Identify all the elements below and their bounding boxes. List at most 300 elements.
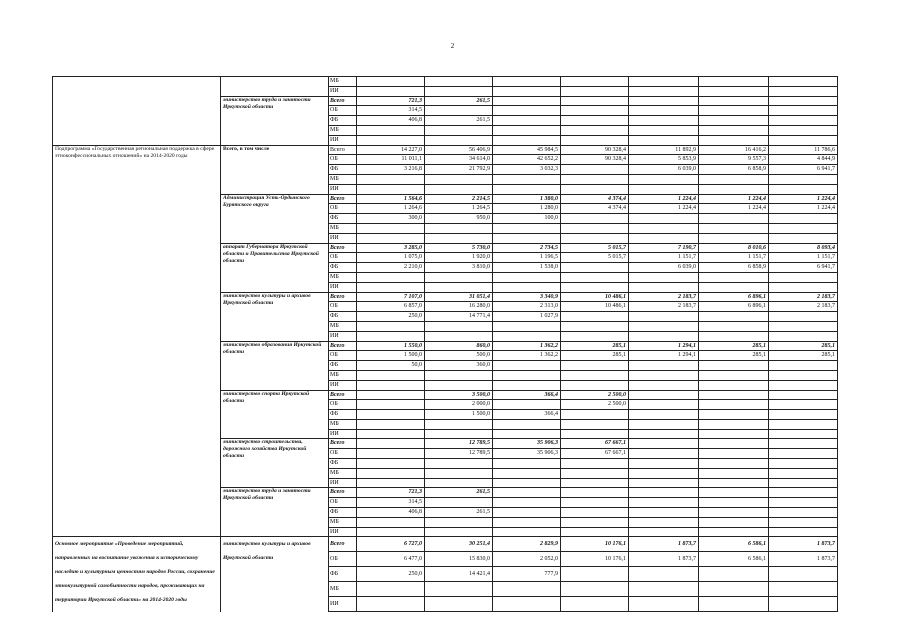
page-number: 2 <box>450 42 455 50</box>
amount-cell: 4 374,4 <box>561 194 629 204</box>
amount-cell: 1 224,4 <box>769 194 838 204</box>
amount-cell <box>769 582 838 597</box>
amount-cell <box>493 498 561 508</box>
funding-source-cell: ФБ <box>329 459 357 469</box>
amount-cell <box>769 116 838 126</box>
funding-source-cell: МБ <box>329 468 357 478</box>
amount-cell <box>561 106 629 116</box>
amount-cell: 3 810,0 <box>425 263 493 273</box>
amount-cell <box>769 410 838 420</box>
executor-cell: министерство труда и занятости Иркутской области <box>221 488 329 537</box>
executor-cell <box>221 77 329 97</box>
amount-cell <box>769 321 838 331</box>
amount-cell <box>629 184 699 194</box>
amount-cell: 1 151,7 <box>769 253 838 263</box>
amount-cell <box>357 410 425 420</box>
amount-cell <box>699 439 769 449</box>
amount-cell <box>561 174 629 184</box>
amount-cell <box>493 135 561 145</box>
amount-cell: 1 538,0 <box>493 263 561 273</box>
amount-cell: 10 486,1 <box>561 292 629 302</box>
amount-cell: 1 873,7 <box>629 552 699 567</box>
amount-cell: 6 941,7 <box>769 263 838 273</box>
amount-cell <box>493 370 561 380</box>
amount-cell <box>629 429 699 439</box>
amount-cell <box>493 517 561 527</box>
funding-source-cell: ФБ <box>329 263 357 273</box>
program-name-cell: Основное мероприятие «Проведение мероприятий, направленных на воспитание уважения к историческому наследию и культурным ценностям народов России, сохранение этнокультурной самобытности народов, проживающих на территории Иркутской области» на 2014-2020 годы <box>53 537 221 612</box>
amount-cell <box>769 508 838 518</box>
amount-cell: 1 873,7 <box>769 552 838 567</box>
amount-cell <box>629 439 699 449</box>
amount-cell: 2 500,0 <box>561 400 629 410</box>
funding-source-cell: ОБ <box>329 449 357 459</box>
amount-cell <box>629 272 699 282</box>
amount-cell <box>425 380 493 390</box>
funding-source-cell: ОБ <box>329 106 357 116</box>
amount-cell: 406,8 <box>357 508 425 518</box>
amount-cell <box>699 597 769 612</box>
amount-cell: 500,0 <box>425 351 493 361</box>
amount-cell <box>561 410 629 420</box>
amount-cell <box>561 380 629 390</box>
amount-cell <box>357 459 425 469</box>
funding-source-cell: ИИ <box>329 184 357 194</box>
amount-cell <box>699 488 769 498</box>
amount-cell: 1 500,0 <box>357 351 425 361</box>
amount-cell: 261,5 <box>425 96 493 106</box>
amount-cell <box>425 429 493 439</box>
amount-cell <box>357 321 425 331</box>
amount-cell: 1 380,0 <box>493 194 561 204</box>
amount-cell <box>493 77 561 87</box>
amount-cell <box>493 125 561 135</box>
executor-cell: Администрация Усть-Ордынского Бурятского округа <box>221 194 329 243</box>
amount-cell <box>357 370 425 380</box>
amount-cell: 67 667,1 <box>561 449 629 459</box>
amount-cell <box>699 331 769 341</box>
amount-cell: 11 786,6 <box>769 145 838 155</box>
amount-cell: 2 183,7 <box>629 292 699 302</box>
amount-cell: 6 896,1 <box>699 292 769 302</box>
amount-cell: 1 564,6 <box>357 194 425 204</box>
amount-cell <box>769 125 838 135</box>
amount-cell <box>357 400 425 410</box>
amount-cell: 261,5 <box>425 116 493 126</box>
amount-cell <box>493 223 561 233</box>
amount-cell <box>561 86 629 96</box>
amount-cell: 2 829,9 <box>493 537 561 552</box>
amount-cell: 6 858,9 <box>699 263 769 273</box>
amount-cell <box>629 223 699 233</box>
amount-cell <box>493 233 561 243</box>
amount-cell <box>493 429 561 439</box>
funding-source-cell: ФБ <box>329 508 357 518</box>
amount-cell <box>425 331 493 341</box>
amount-cell <box>769 478 838 488</box>
amount-cell: 860,0 <box>425 341 493 351</box>
funding-source-cell: ФБ <box>329 165 357 175</box>
amount-cell <box>561 321 629 331</box>
amount-cell <box>629 233 699 243</box>
table-row <box>53 77 838 87</box>
amount-cell <box>699 312 769 322</box>
amount-cell <box>493 174 561 184</box>
amount-cell <box>769 400 838 410</box>
amount-cell: 67 667,1 <box>561 439 629 449</box>
amount-cell <box>769 468 838 478</box>
amount-cell: 1 224,4 <box>699 204 769 214</box>
amount-cell <box>769 282 838 292</box>
amount-cell: 1 550,0 <box>357 341 425 351</box>
amount-cell <box>425 272 493 282</box>
amount-cell <box>425 184 493 194</box>
amount-cell <box>561 468 629 478</box>
amount-cell <box>561 165 629 175</box>
funding-source-cell: ОБ <box>329 302 357 312</box>
amount-cell <box>769 272 838 282</box>
amount-cell <box>769 96 838 106</box>
amount-cell <box>769 135 838 145</box>
amount-cell <box>769 174 838 184</box>
amount-cell: 2 500,0 <box>561 390 629 400</box>
amount-cell <box>561 184 629 194</box>
amount-cell <box>561 214 629 224</box>
amount-cell: 1 224,4 <box>629 194 699 204</box>
amount-cell <box>699 419 769 429</box>
amount-cell <box>561 135 629 145</box>
amount-cell: 1 196,5 <box>493 253 561 263</box>
amount-cell <box>629 488 699 498</box>
amount-cell <box>629 321 699 331</box>
amount-cell <box>699 370 769 380</box>
amount-cell <box>629 582 699 597</box>
budget-table <box>52 76 838 612</box>
amount-cell: 12 789,5 <box>425 449 493 459</box>
amount-cell <box>425 419 493 429</box>
amount-cell <box>493 459 561 469</box>
amount-cell <box>629 410 699 420</box>
amount-cell: 50,0 <box>357 361 425 371</box>
amount-cell: 250,0 <box>357 312 425 322</box>
amount-cell: 4 844,9 <box>769 155 838 165</box>
amount-cell <box>629 527 699 537</box>
funding-source-cell: ОБ <box>329 400 357 410</box>
amount-cell <box>493 419 561 429</box>
amount-cell: 1 294,1 <box>629 351 699 361</box>
amount-cell: 3 500,0 <box>425 390 493 400</box>
amount-cell: 360,0 <box>425 361 493 371</box>
amount-cell <box>357 597 425 612</box>
amount-cell: 1 075,0 <box>357 253 425 263</box>
amount-cell <box>561 370 629 380</box>
amount-cell <box>561 478 629 488</box>
amount-cell <box>769 597 838 612</box>
amount-cell: 31 051,4 <box>425 292 493 302</box>
amount-cell <box>425 174 493 184</box>
amount-cell <box>425 517 493 527</box>
funding-source-cell: Всего <box>329 439 357 449</box>
amount-cell <box>699 390 769 400</box>
amount-cell: 45 984,5 <box>493 145 561 155</box>
amount-cell <box>357 449 425 459</box>
executor-cell: Всего, в том числе <box>221 145 329 194</box>
amount-cell <box>561 282 629 292</box>
amount-cell: 285,1 <box>699 341 769 351</box>
amount-cell: 1 151,7 <box>629 253 699 263</box>
funding-source-cell: ОБ <box>329 351 357 361</box>
amount-cell <box>493 331 561 341</box>
amount-cell: 5 015,7 <box>561 253 629 263</box>
amount-cell <box>769 223 838 233</box>
amount-cell: 300,0 <box>357 214 425 224</box>
amount-cell <box>561 459 629 469</box>
amount-cell <box>425 478 493 488</box>
table-row <box>53 537 838 552</box>
amount-cell: 6 039,0 <box>629 263 699 273</box>
amount-cell <box>493 321 561 331</box>
amount-cell: 34 614,0 <box>425 155 493 165</box>
amount-cell: 11 011,1 <box>357 155 425 165</box>
funding-source-cell: МБ <box>329 223 357 233</box>
amount-cell <box>629 459 699 469</box>
amount-cell <box>357 439 425 449</box>
amount-cell <box>493 106 561 116</box>
amount-cell: 35 906,3 <box>493 449 561 459</box>
amount-cell: 14 227,0 <box>357 145 425 155</box>
amount-cell <box>357 184 425 194</box>
amount-cell: 2 000,0 <box>425 400 493 410</box>
amount-cell: 721,3 <box>357 488 425 498</box>
funding-source-cell: ОБ <box>329 498 357 508</box>
funding-source-cell: Всего <box>329 96 357 106</box>
amount-cell: 6 039,0 <box>629 165 699 175</box>
funding-source-cell: Всего <box>329 341 357 351</box>
amount-cell: 8 093,4 <box>769 243 838 253</box>
amount-cell: 16 280,0 <box>425 302 493 312</box>
amount-cell: 1 362,2 <box>493 351 561 361</box>
amount-cell <box>629 597 699 612</box>
amount-cell: 56 406,9 <box>425 145 493 155</box>
amount-cell: 6 857,0 <box>357 302 425 312</box>
amount-cell: 1 264,5 <box>425 204 493 214</box>
amount-cell <box>629 508 699 518</box>
amount-cell: 2 214,5 <box>425 194 493 204</box>
amount-cell <box>699 125 769 135</box>
amount-cell <box>561 429 629 439</box>
amount-cell: 2 210,0 <box>357 263 425 273</box>
amount-cell: 16 416,2 <box>699 145 769 155</box>
amount-cell: 366,4 <box>493 410 561 420</box>
funding-source-cell: ИИ <box>329 233 357 243</box>
amount-cell <box>357 527 425 537</box>
amount-cell <box>699 361 769 371</box>
amount-cell: 6 727,0 <box>357 537 425 552</box>
amount-cell: 9 557,3 <box>699 155 769 165</box>
amount-cell <box>561 419 629 429</box>
amount-cell: 6 896,1 <box>699 302 769 312</box>
amount-cell: 5 730,0 <box>425 243 493 253</box>
amount-cell <box>769 517 838 527</box>
amount-cell <box>699 116 769 126</box>
amount-cell: 3 216,8 <box>357 165 425 175</box>
funding-source-cell: ФБ <box>329 116 357 126</box>
funding-source-cell: Всего <box>329 537 357 552</box>
program-name-cell <box>53 77 221 146</box>
amount-cell <box>357 86 425 96</box>
amount-cell <box>699 106 769 116</box>
amount-cell <box>357 233 425 243</box>
amount-cell <box>561 272 629 282</box>
amount-cell <box>629 331 699 341</box>
amount-cell <box>629 370 699 380</box>
funding-source-cell: Всего <box>329 145 357 155</box>
funding-source-cell: Всего <box>329 243 357 253</box>
amount-cell <box>629 125 699 135</box>
amount-cell <box>699 321 769 331</box>
amount-cell <box>699 498 769 508</box>
funding-source-cell: МБ <box>329 272 357 282</box>
amount-cell <box>629 116 699 126</box>
amount-cell <box>699 184 769 194</box>
amount-cell: 10 176,1 <box>561 537 629 552</box>
amount-cell <box>561 582 629 597</box>
amount-cell <box>425 282 493 292</box>
amount-cell <box>357 419 425 429</box>
amount-cell: 35 906,3 <box>493 439 561 449</box>
amount-cell <box>357 331 425 341</box>
amount-cell <box>629 135 699 145</box>
amount-cell <box>357 582 425 597</box>
amount-cell <box>699 567 769 582</box>
amount-cell: 2 183,7 <box>629 302 699 312</box>
amount-cell <box>769 214 838 224</box>
amount-cell: 1 280,0 <box>493 204 561 214</box>
amount-cell <box>769 361 838 371</box>
amount-cell <box>769 380 838 390</box>
table-row <box>53 145 838 155</box>
amount-cell <box>629 96 699 106</box>
amount-cell: 42 652,2 <box>493 155 561 165</box>
amount-cell <box>699 478 769 488</box>
amount-cell: 2 313,0 <box>493 302 561 312</box>
amount-cell <box>629 106 699 116</box>
amount-cell: 5 015,7 <box>561 243 629 253</box>
amount-cell <box>699 508 769 518</box>
amount-cell: 1 224,4 <box>699 194 769 204</box>
executor-cell: аппарат Губернатора Иркутской области и Правительства Иркутской области <box>221 243 329 292</box>
amount-cell: 2 734,5 <box>493 243 561 253</box>
funding-source-cell: ФБ <box>329 312 357 322</box>
amount-cell: 90 328,4 <box>561 155 629 165</box>
amount-cell <box>699 223 769 233</box>
amount-cell <box>699 400 769 410</box>
amount-cell <box>425 582 493 597</box>
amount-cell <box>493 468 561 478</box>
amount-cell <box>425 597 493 612</box>
amount-cell: 1 920,0 <box>425 253 493 263</box>
amount-cell <box>561 223 629 233</box>
amount-cell: 15 830,0 <box>425 552 493 567</box>
amount-cell <box>629 567 699 582</box>
amount-cell <box>561 527 629 537</box>
amount-cell <box>493 184 561 194</box>
amount-cell <box>561 517 629 527</box>
amount-cell: 3 340,9 <box>493 292 561 302</box>
funding-source-cell: МБ <box>329 174 357 184</box>
amount-cell: 285,1 <box>769 341 838 351</box>
amount-cell: 950,0 <box>425 214 493 224</box>
amount-cell <box>425 106 493 116</box>
amount-cell <box>699 86 769 96</box>
amount-cell: 30 251,4 <box>425 537 493 552</box>
amount-cell <box>769 527 838 537</box>
amount-cell <box>699 410 769 420</box>
funding-source-cell: МБ <box>329 419 357 429</box>
funding-source-cell: ИИ <box>329 527 357 537</box>
amount-cell <box>769 419 838 429</box>
executor-cell: министерство труда и занятости Иркутской области <box>221 96 329 145</box>
funding-source-cell: МБ <box>329 321 357 331</box>
amount-cell <box>425 223 493 233</box>
amount-cell <box>493 116 561 126</box>
amount-cell <box>699 233 769 243</box>
amount-cell: 2 052,0 <box>493 552 561 567</box>
amount-cell: 1 264,6 <box>357 204 425 214</box>
amount-cell <box>425 527 493 537</box>
amount-cell <box>629 380 699 390</box>
amount-cell <box>357 429 425 439</box>
amount-cell <box>629 468 699 478</box>
amount-cell <box>629 214 699 224</box>
amount-cell: 314,5 <box>357 498 425 508</box>
funding-source-cell: ФБ <box>329 567 357 582</box>
amount-cell: 7 190,7 <box>629 243 699 253</box>
amount-cell <box>629 419 699 429</box>
amount-cell <box>699 517 769 527</box>
amount-cell: 2 183,7 <box>769 302 838 312</box>
amount-cell <box>769 77 838 87</box>
amount-cell <box>561 233 629 243</box>
funding-source-cell: ФБ <box>329 214 357 224</box>
funding-source-cell: ОБ <box>329 552 357 567</box>
amount-cell <box>425 125 493 135</box>
amount-cell <box>769 370 838 380</box>
amount-cell <box>425 77 493 87</box>
amount-cell <box>699 77 769 87</box>
amount-cell: 1 224,4 <box>629 204 699 214</box>
amount-cell: 777,9 <box>493 567 561 582</box>
amount-cell: 6 586,1 <box>699 537 769 552</box>
amount-cell: 12 789,5 <box>425 439 493 449</box>
amount-cell <box>769 439 838 449</box>
amount-cell <box>493 508 561 518</box>
amount-cell: 1 362,2 <box>493 341 561 351</box>
amount-cell: 1 294,1 <box>629 341 699 351</box>
amount-cell <box>425 86 493 96</box>
amount-cell: 261,5 <box>425 508 493 518</box>
amount-cell <box>561 125 629 135</box>
amount-cell <box>493 86 561 96</box>
funding-source-cell: Всего <box>329 390 357 400</box>
amount-cell <box>629 478 699 488</box>
amount-cell: 1 500,0 <box>425 410 493 420</box>
funding-source-cell: ИИ <box>329 380 357 390</box>
amount-cell <box>561 361 629 371</box>
amount-cell <box>699 449 769 459</box>
amount-cell <box>699 282 769 292</box>
amount-cell <box>425 321 493 331</box>
